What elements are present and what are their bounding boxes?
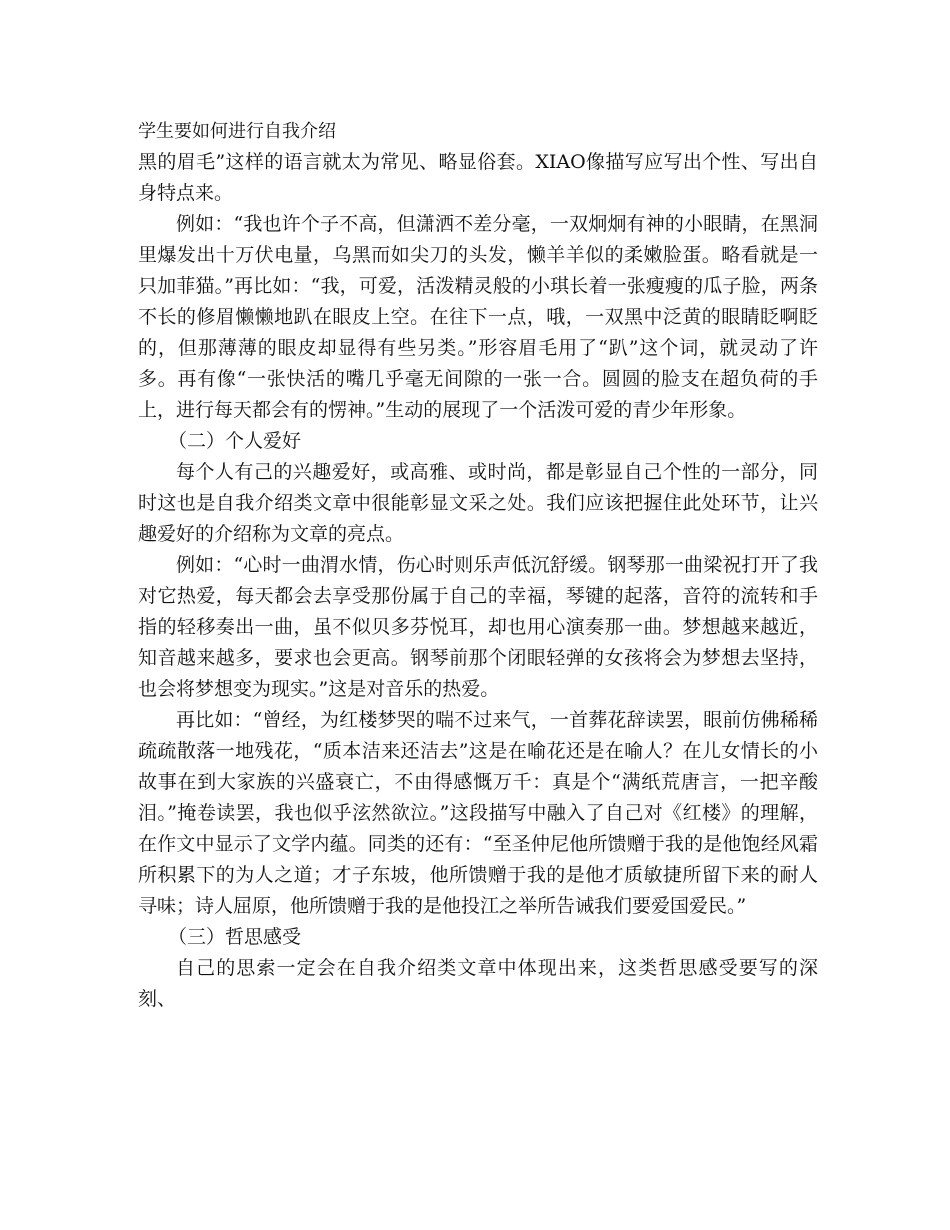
paragraph-music-example: 例如：“心时一曲渭水情，伤心时则乐声低沉舒缓。钢琴那一曲梁祝打开了我对它热爱，每天都会去享受那份属于自己的幸福，琴键的起落，音符的流转和手指的轻移奏出一曲，虽不似贝多芬悦耳，却也用心演奏那一曲。梦想越来越近，知音越来越多，要求也会更高。钢琴前那个闭眼轻弹的女孩将会为梦想去坚持，也会将梦想变为现实。”这是对音乐的热爱。 [138,554,818,700]
section-heading-reflections: （三）哲思感受 [168,926,302,948]
paragraph-hobbies-intro: 每个人有己的兴趣爱好，或高雅、或时尚，都是彰显自己个性的一部分，同时这也是自我介绍类文章中很能彰显文采之处。我们应该把握住此处环节，让兴趣爱好的介绍称为文章的亮点。 [138,461,818,545]
section-heading-hobbies: （二）个人爱好 [168,430,302,452]
document-body [138,116,818,1015]
paragraph-reflections-intro: 自己的思索一定会在自我介绍类文章中体现出来，这类哲思感受要写的深刻、 [138,957,818,1010]
paragraph-appearance-examples: 例如：“我也许个子不高，但潇洒不差分毫，一双炯炯有神的小眼睛，在黑洞里爆发出十万伏电量，乌黑而如尖刀的头发，懒羊羊似的柔嫩脸蛋。略看就是一只加菲猫。”再比如：“我，可爱，活泼精灵般的小琪长着一张瘦瘦的瓜子脸，两条不长的修眉懒懒地趴在眼皮上空。在往下一点，哦，一双黑中泛黄的眼睛眨啊眨的，但那薄薄的眼皮却显得有些另类。”形容眉毛用了“趴”这个词，就灵动了许多。再有像“一张快活的嘴几乎毫无间隙的一张一合。圆圆的脸支在超负荷的手上，进行每天都会有的愣神。”生动的展现了一个活泼可爱的青少年形象。 [138,213,818,421]
paragraph-literature-example: 再比如：“曾经，为红楼梦哭的喘不过来气，一首葬花辞读罢，眼前仿佛稀稀疏疏散落一地残花，“质本洁来还洁去”这是在喻花还是在喻人？在儿女情长的小故事在到大家族的兴盛衰亡，不由得感慨万千：真是个“满纸荒唐言，一把辛酸泪。”掩卷读罢，我也似乎泫然欲泣。”这段描写中融入了自己对《红楼》的理解，在作文中显示了文学内蕴。同类的还有：“至圣仲尼他所馈赠于我的是他饱经风霜所积累下的为人之道；才子东坡，他所馈赠于我的是他才质敏捷所留下来的耐人寻味；诗人屈原，他所馈赠于我的是他投江之举所告诫我们要爱国爱民。” [138,709,818,917]
document-title: 学生要如何进行自我介绍 [138,121,336,142]
paragraph-continuation: 黑的眉毛”这样的语言就太为常见、略显俗套。XIAO像描写应写出个性、写出自身特点来。 [138,151,818,204]
